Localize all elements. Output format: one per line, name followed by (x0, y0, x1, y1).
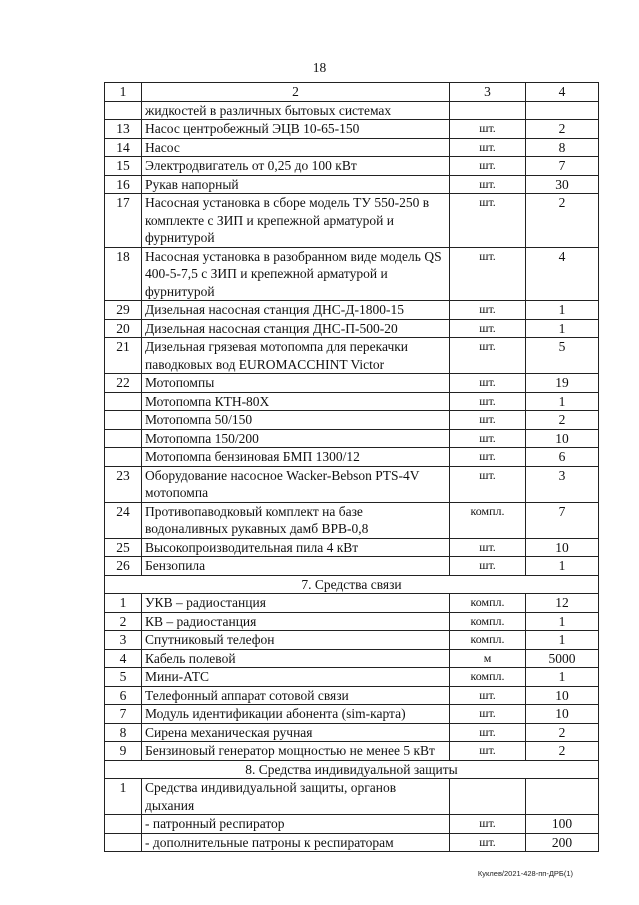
item-unit: м (450, 649, 526, 668)
item-unit: шт. (450, 175, 526, 194)
table-row (105, 101, 599, 120)
item-unit: шт. (450, 392, 526, 411)
item-name: Мотопомпа КТН-80Х (142, 392, 450, 411)
table-row (105, 319, 599, 338)
row-number: 17 (105, 194, 142, 248)
item-unit: шт. (450, 557, 526, 576)
row-number: 3 (105, 631, 142, 650)
item-name: УКВ – радиостанция (142, 594, 450, 613)
item-unit: шт. (450, 194, 526, 248)
table-row (105, 612, 599, 631)
item-name: Мотопомпа бензиновая БМП 1300/12 (142, 448, 450, 467)
item-quantity: 10 (526, 429, 599, 448)
item-unit: шт. (450, 301, 526, 320)
row-number: 7 (105, 705, 142, 724)
section-header-row (105, 575, 599, 594)
table-row (105, 392, 599, 411)
row-number: 20 (105, 319, 142, 338)
item-name: Бензопила (142, 557, 450, 576)
item-unit: шт. (450, 319, 526, 338)
row-number (105, 101, 142, 120)
item-quantity: 1 (526, 392, 599, 411)
item-unit: шт. (450, 411, 526, 430)
item-quantity: 5 (526, 338, 599, 374)
item-unit: шт. (450, 833, 526, 852)
item-quantity: 1 (526, 631, 599, 650)
row-number: 8 (105, 723, 142, 742)
item-name: - патронный респиратор (142, 815, 450, 834)
item-name: Дизельная грязевая мотопомпа для перекачки паводковых вод EUROMACCHINT Victor (142, 338, 450, 374)
item-quantity (526, 779, 599, 815)
item-quantity: 5000 (526, 649, 599, 668)
item-quantity: 3 (526, 466, 599, 502)
item-name: Средства индивидуальной защиты, органов дыхания (142, 779, 450, 815)
item-quantity: 2 (526, 742, 599, 761)
item-unit: шт. (450, 448, 526, 467)
item-name: Мотопомпы (142, 374, 450, 393)
item-name: Мотопомпа 150/200 (142, 429, 450, 448)
row-number: 24 (105, 502, 142, 538)
row-number (105, 815, 142, 834)
item-unit: шт. (450, 429, 526, 448)
equipment-table (104, 82, 599, 852)
table-row (105, 301, 599, 320)
row-number: 2 (105, 612, 142, 631)
row-number (105, 392, 142, 411)
item-quantity: 7 (526, 502, 599, 538)
header-col-3: 3 (450, 83, 526, 102)
item-quantity: 7 (526, 157, 599, 176)
item-unit: компл. (450, 668, 526, 687)
table-row (105, 448, 599, 467)
table-row (105, 374, 599, 393)
table-row (105, 429, 599, 448)
item-name: Высокопроизводительная пила 4 кВт (142, 538, 450, 557)
item-quantity: 2 (526, 723, 599, 742)
table-row (105, 649, 599, 668)
item-unit: шт. (450, 247, 526, 301)
row-number: 25 (105, 538, 142, 557)
table-header-row (105, 83, 599, 102)
row-number: 21 (105, 338, 142, 374)
row-number: 1 (105, 779, 142, 815)
table-row (105, 466, 599, 502)
row-number: 4 (105, 649, 142, 668)
item-unit: шт. (450, 686, 526, 705)
row-number: 18 (105, 247, 142, 301)
row-number: 1 (105, 594, 142, 613)
item-unit (450, 101, 526, 120)
item-quantity: 12 (526, 594, 599, 613)
item-quantity: 1 (526, 612, 599, 631)
item-name: Насос центробежный ЭЦВ 10-65-150 (142, 120, 450, 139)
section-title: 8. Средства индивидуальной защиты (105, 760, 599, 779)
item-unit (450, 779, 526, 815)
item-name: Насос (142, 138, 450, 157)
table-row (105, 411, 599, 430)
table-row (105, 815, 599, 834)
table-row (105, 631, 599, 650)
item-quantity: 1 (526, 668, 599, 687)
item-quantity: 1 (526, 301, 599, 320)
item-unit: компл. (450, 612, 526, 631)
header-col-4: 4 (526, 83, 599, 102)
item-name: Оборудование насосное Wacker-Bebson PTS-4V мотопомпа (142, 466, 450, 502)
table-row (105, 538, 599, 557)
item-unit: компл. (450, 594, 526, 613)
item-name: Мини-АТС (142, 668, 450, 687)
table-row (105, 779, 599, 815)
item-quantity: 100 (526, 815, 599, 834)
row-number (105, 429, 142, 448)
item-name: Модуль идентификации абонента (sim-карта) (142, 705, 450, 724)
row-number (105, 448, 142, 467)
section-header-row (105, 760, 599, 779)
table-row (105, 705, 599, 724)
item-unit: шт. (450, 120, 526, 139)
item-unit: компл. (450, 631, 526, 650)
row-number: 13 (105, 120, 142, 139)
item-quantity: 4 (526, 247, 599, 301)
item-name: Телефонный аппарат сотовой связи (142, 686, 450, 705)
item-name: Противопаводковый комплект на базе водоналивных рукавных дамб ВРВ-0,8 (142, 502, 450, 538)
item-quantity: 1 (526, 557, 599, 576)
table-row (105, 594, 599, 613)
item-unit: шт. (450, 157, 526, 176)
row-number (105, 411, 142, 430)
row-number: 29 (105, 301, 142, 320)
table-row (105, 157, 599, 176)
item-name: Бензиновый генератор мощностью не менее 5 кВт (142, 742, 450, 761)
header-col-2: 2 (142, 83, 450, 102)
item-unit: шт. (450, 338, 526, 374)
item-name: Сирена механическая ручная (142, 723, 450, 742)
item-quantity: 30 (526, 175, 599, 194)
table-row (105, 668, 599, 687)
item-unit: шт. (450, 723, 526, 742)
table-row (105, 247, 599, 301)
item-quantity (526, 101, 599, 120)
row-number: 15 (105, 157, 142, 176)
item-name: КВ – радиостанция (142, 612, 450, 631)
table-row (105, 502, 599, 538)
item-name: Спутниковый телефон (142, 631, 450, 650)
row-number: 14 (105, 138, 142, 157)
item-unit: шт. (450, 466, 526, 502)
item-name: Рукав напорный (142, 175, 450, 194)
page-number: 18 (312, 60, 327, 75)
row-number: 9 (105, 742, 142, 761)
row-number (105, 833, 142, 852)
item-quantity: 2 (526, 411, 599, 430)
row-number: 26 (105, 557, 142, 576)
item-name: Дизельная насосная станция ДНС-П-500-20 (142, 319, 450, 338)
item-name: - дополнительные патроны к респираторам (142, 833, 450, 852)
item-name: Насосная установка в разобранном виде модель QS 400-5-7,5 с ЗИП и крепежной арматурой и фурнитурой (142, 247, 450, 301)
item-name: Электродвигатель от 0,25 до 100 кВт (142, 157, 450, 176)
item-quantity: 1 (526, 319, 599, 338)
item-quantity: 8 (526, 138, 599, 157)
item-quantity: 19 (526, 374, 599, 393)
table-row (105, 557, 599, 576)
item-quantity: 2 (526, 120, 599, 139)
item-quantity: 10 (526, 705, 599, 724)
item-unit: шт. (450, 538, 526, 557)
table-body (105, 83, 599, 852)
table-row (105, 723, 599, 742)
table-row (105, 120, 599, 139)
item-name: Дизельная насосная станция ДНС-Д-1800-15 (142, 301, 450, 320)
item-unit: шт. (450, 742, 526, 761)
item-unit: шт. (450, 374, 526, 393)
table-row (105, 175, 599, 194)
section-title: 7. Средства связи (105, 575, 599, 594)
row-number: 22 (105, 374, 142, 393)
header-col-1: 1 (105, 83, 142, 102)
document-footer-code: Куклев/2021-428-пп-ДРБ(1) (477, 869, 573, 878)
item-unit: шт. (450, 705, 526, 724)
table-row (105, 138, 599, 157)
item-name: Мотопомпа 50/150 (142, 411, 450, 430)
item-unit: шт. (450, 815, 526, 834)
row-number: 5 (105, 668, 142, 687)
item-unit: шт. (450, 138, 526, 157)
item-quantity: 2 (526, 194, 599, 248)
item-quantity: 200 (526, 833, 599, 852)
table-row (105, 833, 599, 852)
item-quantity: 10 (526, 538, 599, 557)
row-number: 6 (105, 686, 142, 705)
row-number: 16 (105, 175, 142, 194)
table-row (105, 686, 599, 705)
item-name: Кабель полевой (142, 649, 450, 668)
item-unit: компл. (450, 502, 526, 538)
item-name: Насосная установка в сборе модель ТУ 550-250 в комплекте с ЗИП и крепежной арматурой и фурнитурой (142, 194, 450, 248)
table-row (105, 742, 599, 761)
table-row (105, 194, 599, 248)
item-quantity: 10 (526, 686, 599, 705)
item-name: жидкостей в различных бытовых системах (142, 101, 450, 120)
table-row (105, 338, 599, 374)
item-quantity: 6 (526, 448, 599, 467)
row-number: 23 (105, 466, 142, 502)
